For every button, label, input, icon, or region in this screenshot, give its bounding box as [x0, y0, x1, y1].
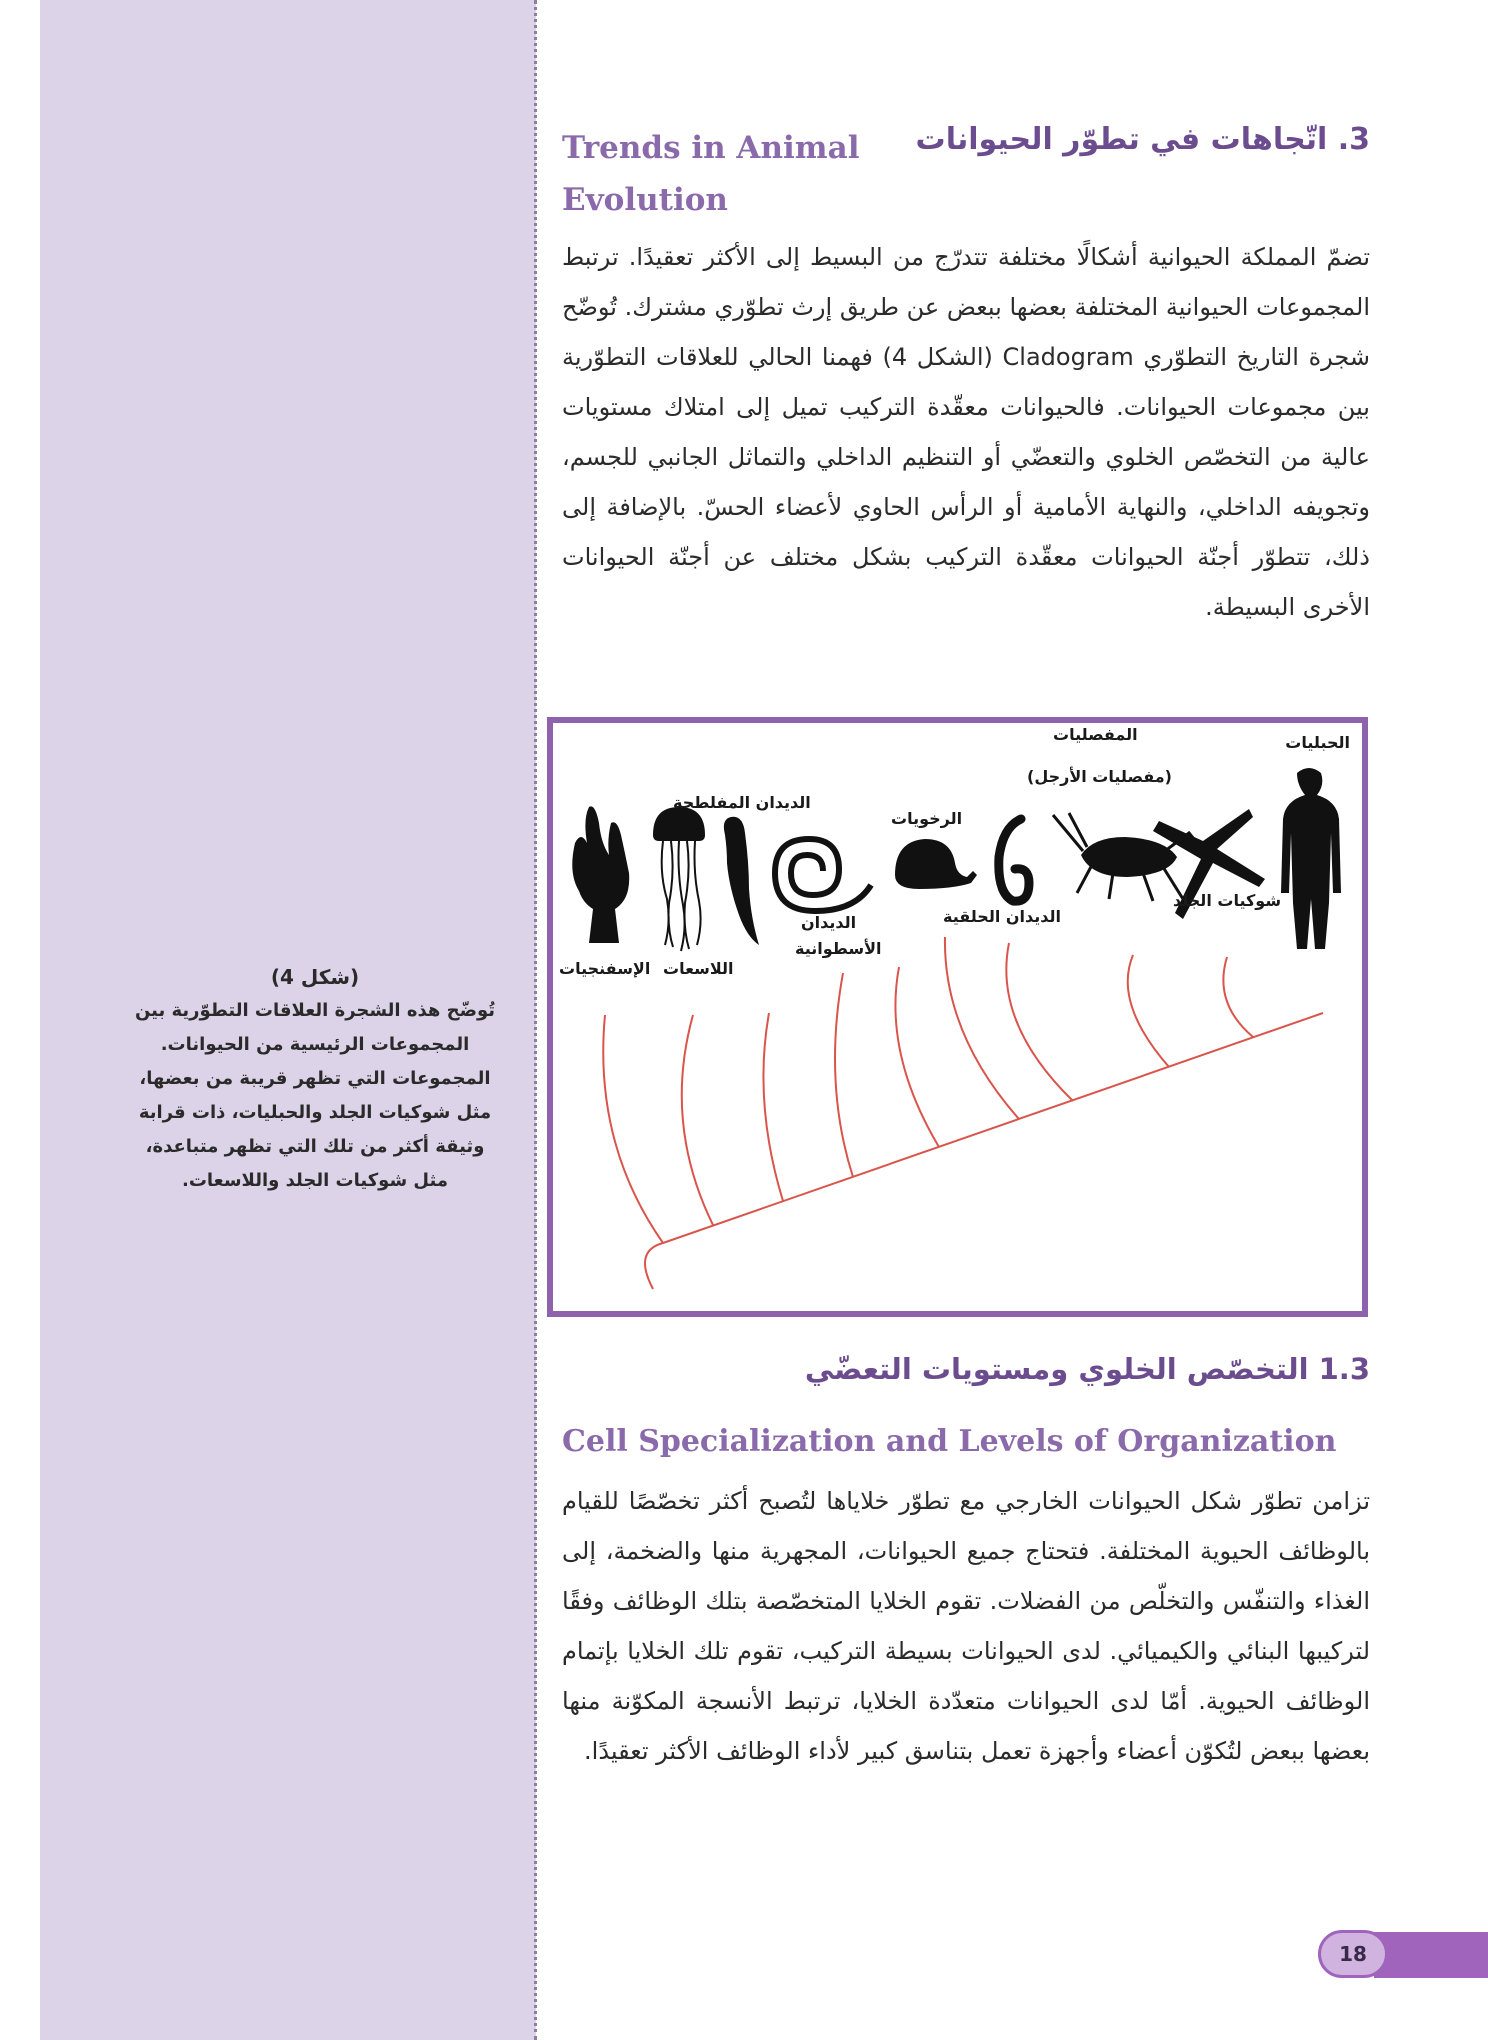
figure-caption-text: تُوضّح هذه الشجرة العلاقات التطوّرية بين المجموعات الرئيسية من الحيوانات. المجموعات التي تظهر قريبة من بعضها، مثل شوكيات الجلد والحبليات، ذات قرابة وثيقة أكثر من تلك التي تظهر متباعدة، مثل شوكيات الجلد واللاسعات.: [134, 1000, 496, 1191]
page-number: 18: [1318, 1930, 1388, 1978]
subsection-paragraph: تزامن تطوّر شكل الحيوانات الخارجي مع تطوّر خلاياها لتُصبح أكثر تخصّصًا للقيام بالوظائف الحيوية المختلفة. فتحتاج جميع الحيوانات، المجهرية منها والضخمة، إلى الغذاء والتنفّس والتخلّص من الفضلات. تقوم الخلايا المتخصّصة بتلك الوظائف وفقًا لتركيبها البنائي والكيميائي. لدى الحيوانات بسيطة التركيب، تقوم تلك الخلايا بإتمام الوظائف الحيوية. أمّا لدى الحيوانات متعدّدة الخلايا، ترتبط الأنسجة المكوّنة منها بعضها ببعض لتُكوّن أعضاء وأجهزة تعمل بتناسق كبير لأداء الوظائف الأكثر تعقيدًا.: [562, 1487, 1370, 1765]
section-paragraph: تضمّ المملكة الحيوانية أشكالًا مختلفة تتدرّج من البسيط إلى الأكثر تعقيدًا. ترتبط المجموعات الحيوانية المختلفة بعضها ببعض عن طريق إرث تطوّري مشترك. تُوضّح شجرة التاريخ التطوّري Cladogram (الشكل 4) فهمنا الحالي للعلاقات التطوّرية بين مجموعات الحيوانات. فالحيوانات معقّدة التركيب تميل إلى امتلاك مستويات عالية من التخصّص الخلوي والتعضّي أو التنظيم الداخلي والتماثل الجانبي للجسم، وتجويفه الداخلي، والنهاية الأمامية أو الرأس الحاوي لأعضاء الحسّ. بالإضافة إلى ذلك، تتطوّر أجنّة الحيوانات معقّدة التركيب بشكل مختلف عن أجنّة الحيوانات الأخرى البسيطة.: [562, 243, 1370, 621]
label-flatworms: الديدان المفلطحة: [673, 793, 811, 812]
sponge-silhouette-icon: [572, 806, 629, 943]
jellyfish-silhouette-icon: [653, 807, 705, 841]
label-mollusks: الرخويات: [891, 809, 963, 828]
label-chordates: الحبليات: [1285, 733, 1350, 752]
snail-silhouette-icon: [895, 839, 977, 889]
sidebar-divider: [534, 0, 537, 2040]
figure-caption-title: (شكل 4): [270, 965, 360, 989]
annelid-silhouette-icon: [999, 819, 1029, 901]
section-heading-english: Trends in Animal Evolution: [562, 130, 860, 218]
label-arthropods: المفصليات: [1053, 725, 1138, 744]
label-arthropods-sub: (مفصليات الأرجل): [1027, 767, 1172, 786]
insect-silhouette-icon: [1081, 837, 1177, 877]
figure-caption: [130, 960, 500, 1198]
label-annelids: الديدان الحلقية: [943, 907, 1061, 926]
label-roundworms-1: الديدان: [801, 913, 857, 932]
roundworm-silhouette-icon: [775, 839, 871, 911]
cladogram-lines: [603, 937, 1323, 1289]
section-heading-arabic: 3. اتّجاهات في تطوّر الحيوانات: [915, 122, 1370, 157]
label-sponges: الإسفنجيات: [559, 959, 651, 978]
subsection-heading-english: Cell Specialization and Levels of Organization: [562, 1424, 1337, 1459]
cladogram-figure: [547, 717, 1368, 1317]
page-number-tab: [1374, 1932, 1488, 1978]
label-echinoderms: شوكيات الجلد: [1173, 891, 1282, 910]
jellyfish-tentacles: [662, 841, 701, 951]
subsection-heading-arabic: 1.3 التخصّص الخلوي ومستويات التعضّي: [804, 1352, 1370, 1386]
label-roundworms-2: الأسطوانية: [795, 939, 882, 958]
label-cnidarians: اللاسعات: [663, 959, 734, 978]
flatworm-silhouette-icon: [724, 817, 759, 945]
human-silhouette-icon: [1281, 768, 1341, 949]
